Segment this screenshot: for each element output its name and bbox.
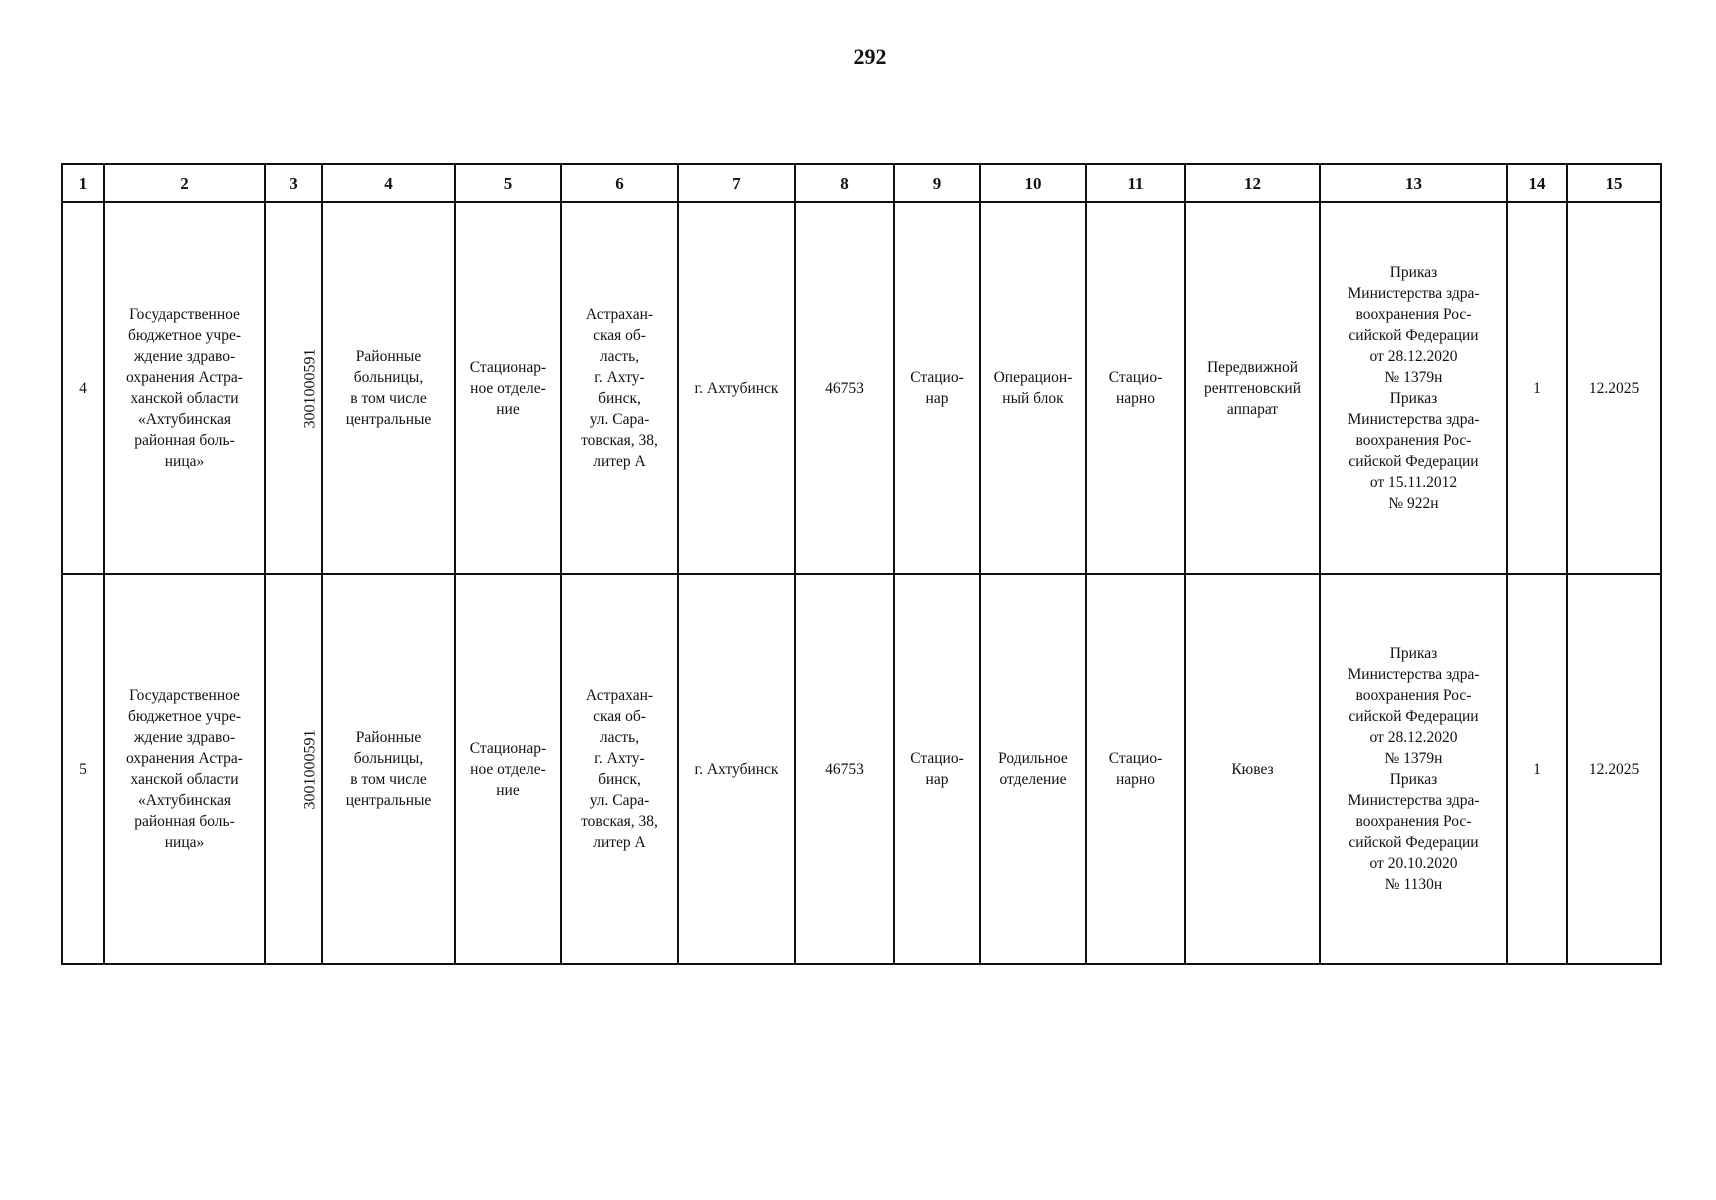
cell-date: 12.2025 [1567,574,1661,964]
col-header-9: 9 [894,164,980,202]
col-header-5: 5 [455,164,561,202]
cell-oktmo: 46753 [795,574,894,964]
cell-code [265,202,322,574]
cell-city: г. Ахтубинск [678,202,795,574]
col-header-12: 12 [1185,164,1320,202]
header-row [62,164,1661,202]
cell-oktmo: 46753 [795,202,894,574]
cell-unit: Операцион- ный блок [980,202,1086,574]
col-header-14: 14 [1507,164,1567,202]
code-rotated-text: 3001000591 [301,729,319,809]
cell-address: Астрахан- ская об- ласть, г. Ахту- бинск, ул. Сара- товская, 38, литер А [561,202,678,574]
col-header-3: 3 [265,164,322,202]
cell-unit: Родильное отделение [980,574,1086,964]
col-header-7: 7 [678,164,795,202]
cell-date: 12.2025 [1567,202,1661,574]
col-header-4: 4 [322,164,455,202]
cell-conditions: Стацио- нарно [1086,574,1185,964]
cell-basis: Приказ Министерства здра- воохранения Рос- сийской Федерации от 28.12.2020 № 1379н Приказ Министерства здра- воохранения Рос- сийской Федерации от 20.10.2020 № 1130н [1320,574,1507,964]
col-header-6: 6 [561,164,678,202]
equipment-table [61,163,1662,965]
col-header-1: 1 [62,164,104,202]
cell-code [265,574,322,964]
cell-row-number: 4 [62,202,104,574]
cell-quantity: 1 [1507,574,1567,964]
cell-equipment: Кювез [1185,574,1320,964]
col-header-2: 2 [104,164,265,202]
table-row [62,202,1661,574]
col-header-8: 8 [795,164,894,202]
cell-basis: Приказ Министерства здра- воохранения Рос- сийской Федерации от 28.12.2020 № 1379н Приказ Министерства здра- воохранения Рос- сийской Федерации от 15.11.2012 № 922н [1320,202,1507,574]
cell-quantity: 1 [1507,202,1567,574]
col-header-10: 10 [980,164,1086,202]
cell-institution: Государственное бюджетное учре- ждение здраво- охранения Астра- ханской области «Ахтубинская районная боль- ница» [104,574,265,964]
code-rotated-text: 3001000591 [301,348,319,428]
cell-conditions: Стацио- нарно [1086,202,1185,574]
cell-equipment: Передвижной рентгеновский аппарат [1185,202,1320,574]
cell-city: г. Ахтубинск [678,574,795,964]
col-header-13: 13 [1320,164,1507,202]
cell-care-form: Стацио- нар [894,202,980,574]
cell-care-form: Стацио- нар [894,574,980,964]
page-number: 292 [853,44,887,69]
cell-department: Стационар- ное отделе- ние [455,574,561,964]
table-row [62,574,1661,964]
cell-hospital-type: Районные больницы, в том числе центральные [322,202,455,574]
cell-address: Астрахан- ская об- ласть, г. Ахту- бинск, ул. Сара- товская, 38, литер А [561,574,678,964]
col-header-15: 15 [1567,164,1661,202]
cell-department: Стационар- ное отделе- ние [455,202,561,574]
cell-hospital-type: Районные больницы, в том числе центральные [322,574,455,964]
col-header-11: 11 [1086,164,1185,202]
cell-institution: Государственное бюджетное учре- ждение здраво- охранения Астра- ханской области «Ахтубинская районная боль- ница» [104,202,265,574]
cell-row-number: 5 [62,574,104,964]
